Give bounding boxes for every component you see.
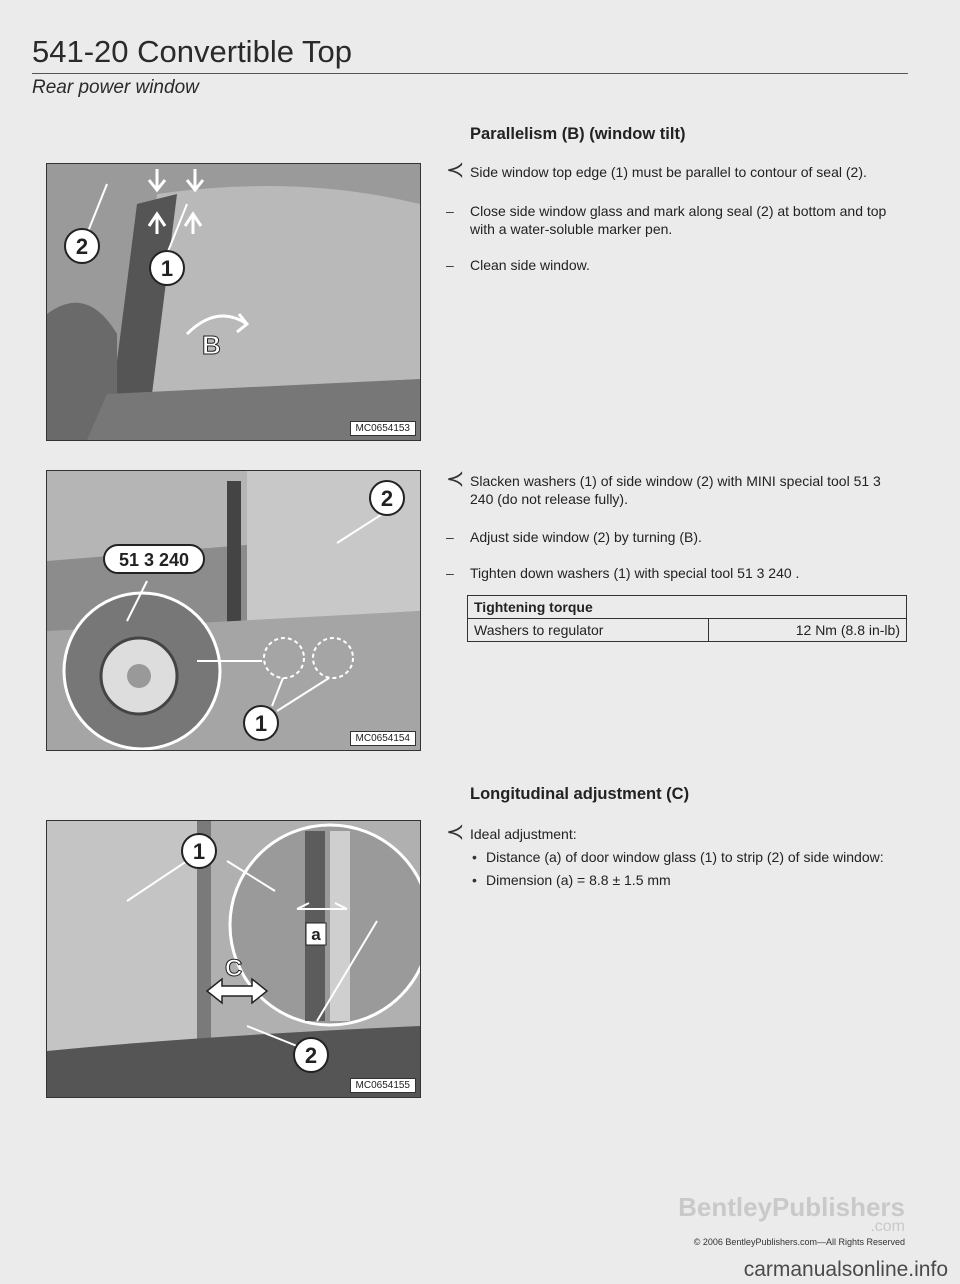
svg-text:51 3 240: 51 3 240	[118, 550, 190, 570]
instruction-text: Adjust side window (2) by turning (B).	[470, 529, 702, 545]
publisher-logo: BentleyPublishers	[678, 1192, 905, 1222]
figure-id: MC0654154	[350, 731, 416, 746]
svg-text:1: 1	[160, 256, 174, 281]
svg-text:2: 2	[75, 234, 89, 259]
header-divider	[32, 73, 908, 74]
table-cell-value: 12 Nm (8.8 in-lb)	[708, 619, 906, 642]
figure-window-tilt	[46, 163, 421, 441]
dash-bullet: –	[446, 257, 454, 273]
figure-longitudinal	[46, 820, 421, 1098]
instruction-text: Tighten down washers (1) with special tool 51 3 240 .	[470, 565, 800, 581]
figure-id: MC0654155	[350, 1078, 416, 1093]
copyright-notice: © 2006 BentleyPublishers.com—All Rights Reserved	[693, 1237, 905, 1247]
publisher-logo-domain: .com	[870, 1218, 905, 1235]
figure-window-tilt-illustration	[47, 164, 420, 440]
callout-1	[244, 706, 278, 740]
label-c: C	[225, 955, 243, 982]
label-b: B	[202, 330, 221, 360]
dash-bullet: –	[446, 203, 454, 219]
site-watermark: carmanualsonline.info	[743, 1258, 948, 1281]
callout-special-tool	[104, 545, 204, 573]
figure-longitudinal-illustration	[47, 821, 420, 1097]
dash-bullet: –	[446, 565, 454, 581]
svg-text:1: 1	[192, 839, 206, 864]
figure-washers	[46, 470, 421, 751]
svg-text:2: 2	[304, 1043, 318, 1068]
section-title-longitudinal: Longitudinal adjustment (C)	[470, 785, 690, 803]
callout-a	[306, 923, 326, 945]
figure-id: MC0654153	[350, 421, 416, 436]
instruction-text: Ideal adjustment:	[470, 826, 577, 842]
table-header-row	[468, 596, 907, 619]
table-header: Tightening torque	[468, 596, 907, 619]
instruction-text: Slacken washers (1) of side window (2) with MINI special tool 51 3 240 (do not release fully).	[470, 473, 881, 507]
callout-2	[370, 481, 404, 515]
pointer-arrow-icon: ≺	[446, 466, 465, 491]
callout-1	[182, 834, 216, 868]
dash-bullet: –	[446, 529, 454, 545]
bullet-text: Dimension (a) = 8.8 ± 1.5 mm	[486, 872, 671, 888]
svg-text:a: a	[311, 925, 321, 944]
page-title: 541-20 Convertible Top	[32, 34, 352, 69]
section-title-parallelism: Parallelism (B) (window tilt)	[470, 125, 686, 143]
instruction-text: Side window top edge (1) must be parallel to contour of seal (2).	[470, 164, 867, 180]
callout-1	[150, 251, 184, 285]
instruction-text: Close side window glass and mark along seal (2) at bottom and top with a water-soluble marker pen.	[470, 203, 887, 237]
page-subtitle: Rear power window	[32, 77, 199, 98]
tightening-torque-table	[467, 595, 907, 642]
callout-2	[294, 1038, 328, 1072]
figure-washers-illustration	[47, 471, 420, 750]
bullet-text: Distance (a) of door window glass (1) to strip (2) of side window:	[486, 849, 884, 865]
bullet-dot: •	[472, 849, 477, 865]
svg-text:1: 1	[254, 711, 268, 736]
table-row	[468, 619, 907, 642]
pointer-arrow-icon: ≺	[446, 157, 465, 182]
callout-2	[65, 229, 99, 263]
table-cell-label: Washers to regulator	[468, 619, 709, 642]
svg-text:2: 2	[380, 486, 394, 511]
instruction-text: Clean side window.	[470, 257, 590, 273]
bullet-dot: •	[472, 872, 477, 888]
pointer-arrow-icon: ≺	[446, 819, 465, 844]
